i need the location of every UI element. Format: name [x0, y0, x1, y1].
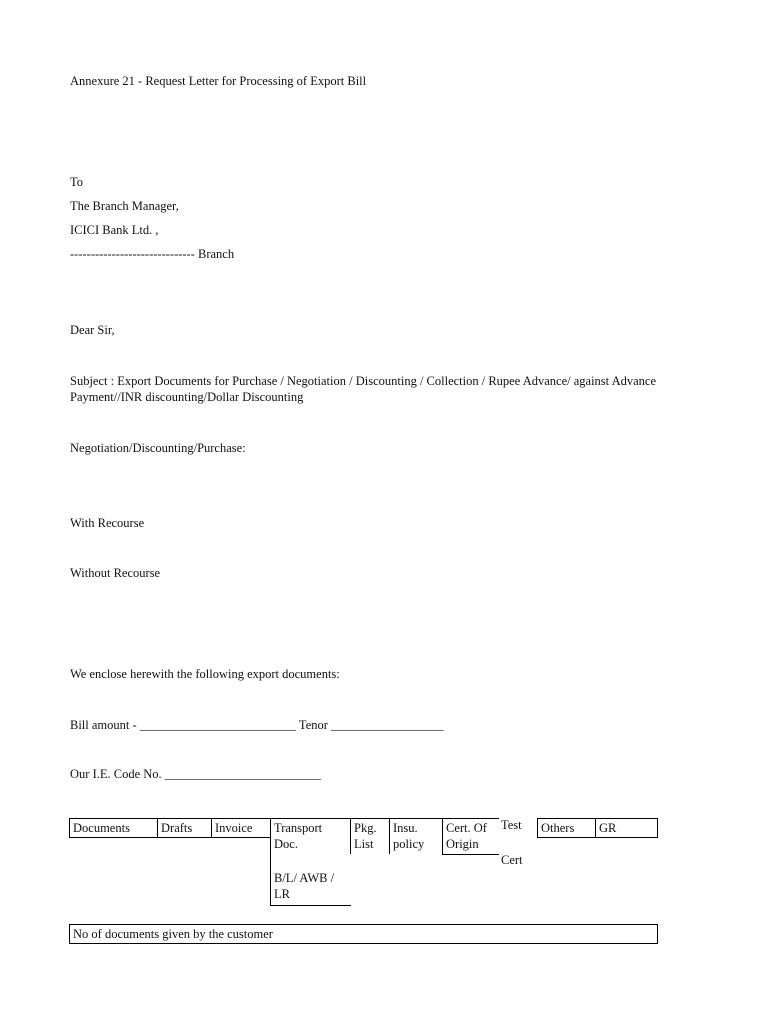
address-to: To: [70, 175, 84, 189]
salutation: Dear Sir,: [70, 323, 115, 337]
no-of-documents-box: No of documents given by the customer: [69, 924, 658, 944]
address-manager: The Branch Manager,: [70, 199, 179, 213]
table-cell-documents: Documents: [69, 818, 157, 838]
cert-origin-label-1: Cert. Of: [446, 821, 487, 835]
table-cell-drafts: Drafts: [157, 818, 211, 838]
transport-label-2: Doc.: [274, 837, 298, 851]
address-bank: ICICI Bank Ltd. ,: [70, 223, 159, 237]
table-cell-insurance: [389, 818, 442, 854]
table-cell-others: Others: [537, 818, 595, 838]
test-label: Test: [501, 818, 522, 832]
bl-awb-label-1: B/L/ AWB /: [274, 871, 335, 885]
table-cell-cert-origin: [442, 818, 499, 855]
bl-awb-label-2: LR: [274, 887, 290, 901]
address-branch: ------------------------------ Branch: [70, 247, 235, 261]
option-without-recourse: Without Recourse: [70, 566, 161, 580]
table-cell-invoice: Invoice: [211, 818, 270, 838]
pkg-label-1: Pkg.: [354, 821, 377, 835]
table-cell-transport: [270, 818, 350, 906]
document-title: Annexure 21 - Request Letter for Processing of Export Bill: [70, 74, 367, 88]
transport-bottom-rule: [270, 905, 351, 906]
subject-line: Subject : Export Documents for Purchase / Negotiation / Discounting / Collection / Rupee Advance/ against Advance Payment//INR discounting/Dollar Discounting: [70, 374, 656, 404]
negotiation-heading: Negotiation/Discounting/Purchase:: [70, 441, 246, 455]
insu-label-1: Insu.: [393, 821, 418, 835]
table-cell-gr: GR: [595, 818, 658, 838]
option-with-recourse: With Recourse: [70, 516, 145, 530]
insu-label-2: policy: [393, 837, 425, 851]
ie-code-line: Our I.E. Code No. _________________________: [70, 767, 322, 781]
cert-label: Cert: [501, 853, 523, 867]
cert-origin-label-2: Origin: [446, 837, 479, 851]
pkg-label-2: List: [354, 837, 374, 851]
bill-amount-line: Bill amount - _________________________ Tenor __________________: [70, 718, 444, 732]
enclose-text: We enclose herewith the following export documents:: [70, 667, 340, 681]
transport-label-1: Transport: [274, 821, 323, 835]
table-cell-pkg-list: [350, 818, 389, 854]
